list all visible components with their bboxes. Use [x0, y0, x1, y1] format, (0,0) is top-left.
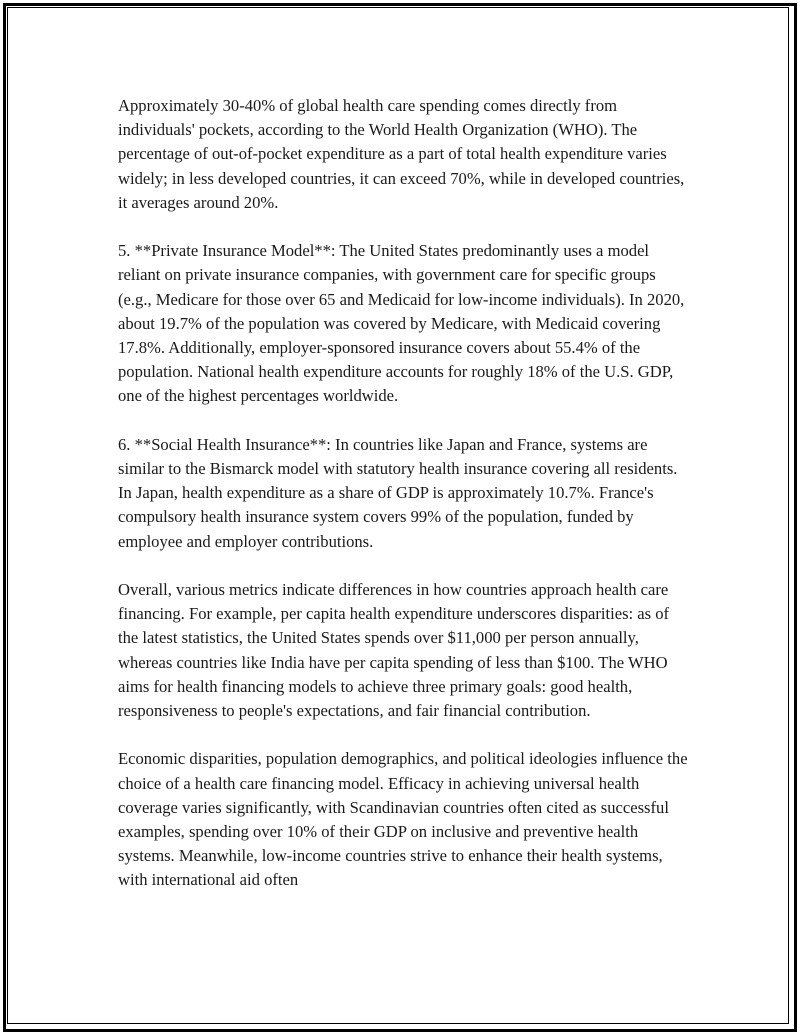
paragraph-out-of-pocket: Approximately 30-40% of global health care spending comes directly from individuals' pockets, according to the World Health Organization (WHO). The percentage of out-of-pocket expenditure as a part of total health expenditure varies widely; in less developed countries, it can exceed 70%, while in developed countries, it averages around 20%. — [118, 96, 685, 212]
document-body — [118, 94, 688, 917]
paragraph-economic-disparities: Economic disparities, population demographics, and political ideologies influence the choice of a health care financing model. Efficacy in achieving universal health coverage varies significantly, with Scandinavian countries often cited as successful examples, spending over 10% of their GDP on inclusive and preventive health systems. Meanwhile, low-income countries strive to enhance their health systems, with international aid often — [118, 749, 688, 890]
paragraph-social-health-insurance: 6. **Social Health Insurance**: In countries like Japan and France, systems are similar to the Bismarck model with statutory health insurance covering all residents. In Japan, health expenditure as a share of GDP is approximately 10.7%. France's compulsory health insurance system covers 99% of the population, funded by employee and employer contributions. — [118, 434, 678, 551]
paragraph-overall-metrics: Overall, various metrics indicate differences in how countries approach health care financing. For example, per capita health expenditure underscores disparities: as of the latest statistics, the United States spends over $11,000 per person annually, whereas countries like India have per capita spending of less than $100. The WHO aims for health financing models to achieve three primary goals: good health, responsiveness to people's expectations, and fair financial contribution. — [118, 580, 670, 721]
paragraph-private-insurance: 5. **Private Insurance Model**: The United States predominantly uses a model reliant on private insurance companies, with government care for specific groups (e.g., Medicare for those over 65 and Medicaid for low-income individuals). In 2020, about 19.7% of the population was covered by Medicare, with Medicaid covering 17.8%. Additionally, employer-sponsored insurance covers about 55.4% of the population. National health expenditure accounts for roughly 18% of the U.S. GDP, one of the highest percentages worldwide. — [118, 241, 685, 406]
